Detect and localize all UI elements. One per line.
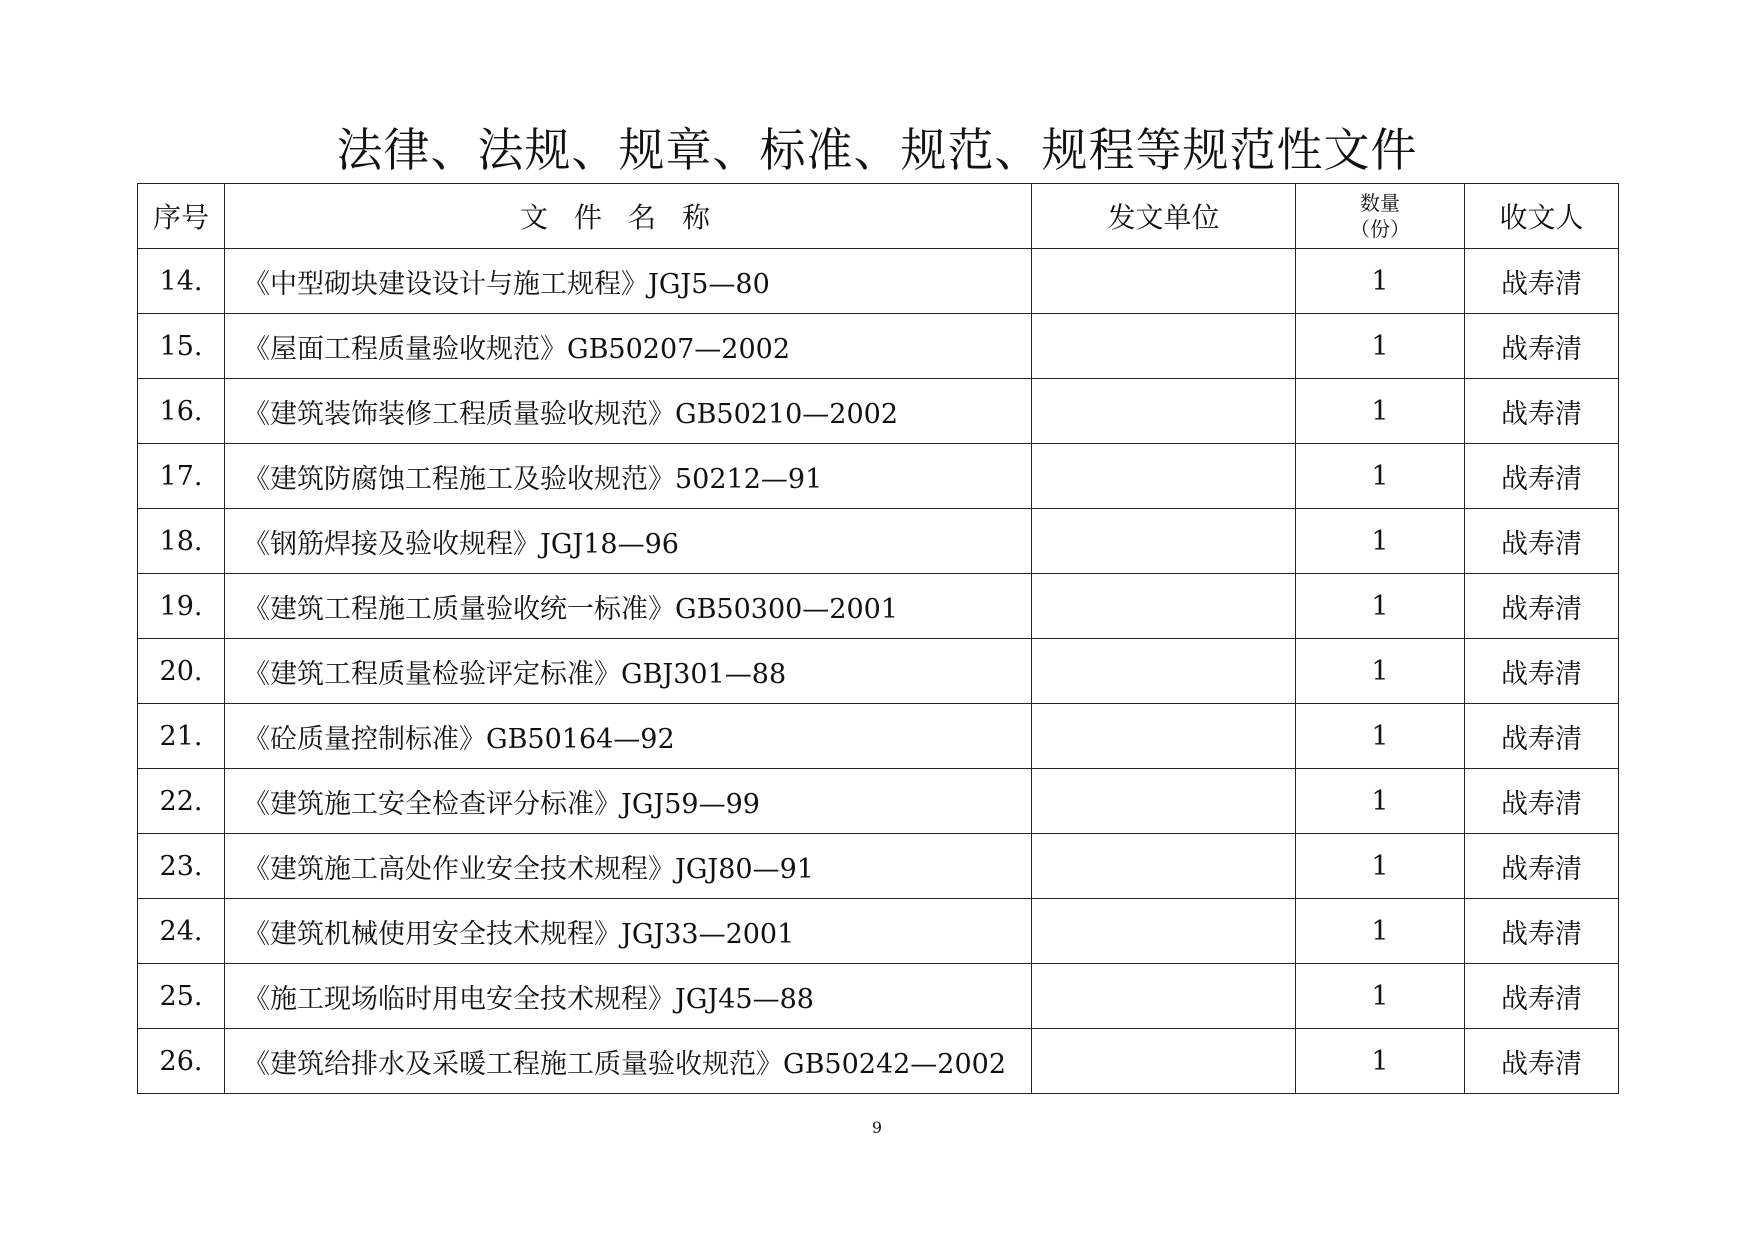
row-name: 《建筑给排水及采暖工程施工质量验收规范》GB50242—2002 — [225, 1029, 1032, 1094]
row-unit — [1032, 509, 1296, 574]
row-name: 《中型砌块建设设计与施工规程》JGJ5—80 — [225, 249, 1032, 314]
header-unit: 发文单位 — [1032, 184, 1296, 249]
row-no: 22. — [138, 769, 225, 834]
row-no: 19. — [138, 574, 225, 639]
row-qty: 1 — [1296, 769, 1465, 834]
table-row — [138, 509, 1619, 574]
row-name: 《建筑防腐蚀工程施工及验收规范》50212—91 — [225, 444, 1032, 509]
row-unit — [1032, 314, 1296, 379]
header-no: 序号 — [138, 184, 225, 249]
row-qty: 1 — [1296, 1029, 1465, 1094]
row-unit — [1032, 704, 1296, 769]
row-name: 《屋面工程质量验收规范》GB50207—2002 — [225, 314, 1032, 379]
row-recipient: 战寿清 — [1465, 964, 1619, 1029]
document-table — [137, 183, 1619, 1094]
row-recipient: 战寿清 — [1465, 639, 1619, 704]
table-row — [138, 704, 1619, 769]
row-qty: 1 — [1296, 249, 1465, 314]
row-no: 21. — [138, 704, 225, 769]
row-qty: 1 — [1296, 509, 1465, 574]
table-header-row — [138, 184, 1619, 249]
row-qty: 1 — [1296, 834, 1465, 899]
table-row — [138, 964, 1619, 1029]
row-recipient: 战寿清 — [1465, 444, 1619, 509]
row-recipient: 战寿清 — [1465, 314, 1619, 379]
row-unit — [1032, 574, 1296, 639]
row-unit — [1032, 1029, 1296, 1094]
row-no: 15. — [138, 314, 225, 379]
row-qty: 1 — [1296, 899, 1465, 964]
row-no: 23. — [138, 834, 225, 899]
row-unit — [1032, 834, 1296, 899]
row-qty: 1 — [1296, 639, 1465, 704]
row-recipient: 战寿清 — [1465, 769, 1619, 834]
page-number: 9 — [871, 1118, 883, 1137]
row-name: 《建筑施工安全检查评分标准》JGJ59—99 — [225, 769, 1032, 834]
row-qty: 1 — [1296, 574, 1465, 639]
row-unit — [1032, 769, 1296, 834]
table-row — [138, 769, 1619, 834]
row-recipient: 战寿清 — [1465, 574, 1619, 639]
table-row — [138, 444, 1619, 509]
row-no: 14. — [138, 249, 225, 314]
row-name: 《钢筋焊接及验收规程》JGJ18—96 — [225, 509, 1032, 574]
row-name: 《施工现场临时用电安全技术规程》JGJ45—88 — [225, 964, 1032, 1029]
row-name: 《建筑机械使用安全技术规程》JGJ33—2001 — [225, 899, 1032, 964]
row-recipient: 战寿清 — [1465, 509, 1619, 574]
row-unit — [1032, 639, 1296, 704]
table-row — [138, 1029, 1619, 1094]
row-qty: 1 — [1296, 379, 1465, 444]
row-qty: 1 — [1296, 314, 1465, 379]
row-unit — [1032, 964, 1296, 1029]
row-name: 《建筑工程质量检验评定标准》GBJ301—88 — [225, 639, 1032, 704]
row-unit — [1032, 444, 1296, 509]
header-name: 文件名称 — [225, 184, 1032, 249]
row-unit — [1032, 899, 1296, 964]
header-qty-line2: （份） — [1350, 217, 1410, 241]
table-row — [138, 249, 1619, 314]
row-unit — [1032, 249, 1296, 314]
row-no: 24. — [138, 899, 225, 964]
row-recipient: 战寿清 — [1465, 899, 1619, 964]
table-row — [138, 639, 1619, 704]
row-recipient: 战寿清 — [1465, 1029, 1619, 1094]
table-row — [138, 314, 1619, 379]
row-no: 18. — [138, 509, 225, 574]
table-row — [138, 574, 1619, 639]
table-row — [138, 834, 1619, 899]
row-name: 《建筑施工高处作业安全技术规程》JGJ80—91 — [225, 834, 1032, 899]
table-row — [138, 379, 1619, 444]
row-recipient: 战寿清 — [1465, 249, 1619, 314]
row-recipient: 战寿清 — [1465, 379, 1619, 444]
row-recipient: 战寿清 — [1465, 704, 1619, 769]
header-recipient: 收文人 — [1465, 184, 1619, 249]
row-no: 17. — [138, 444, 225, 509]
row-name: 《砼质量控制标准》GB50164—92 — [225, 704, 1032, 769]
table-row — [138, 899, 1619, 964]
row-qty: 1 — [1296, 964, 1465, 1029]
row-no: 26. — [138, 1029, 225, 1094]
row-name: 《建筑装饰装修工程质量验收规范》GB50210—2002 — [225, 379, 1032, 444]
row-no: 16. — [138, 379, 225, 444]
row-recipient: 战寿清 — [1465, 834, 1619, 899]
header-qty-line1: 数量 — [1360, 191, 1400, 215]
row-qty: 1 — [1296, 444, 1465, 509]
row-no: 25. — [138, 964, 225, 1029]
row-name: 《建筑工程施工质量验收统一标准》GB50300—2001 — [225, 574, 1032, 639]
row-no: 20. — [138, 639, 225, 704]
row-unit — [1032, 379, 1296, 444]
row-qty: 1 — [1296, 704, 1465, 769]
header-qty — [1296, 184, 1465, 249]
page-title: 法律、法规、规章、标准、规范、规程等规范性文件 — [336, 123, 1418, 177]
